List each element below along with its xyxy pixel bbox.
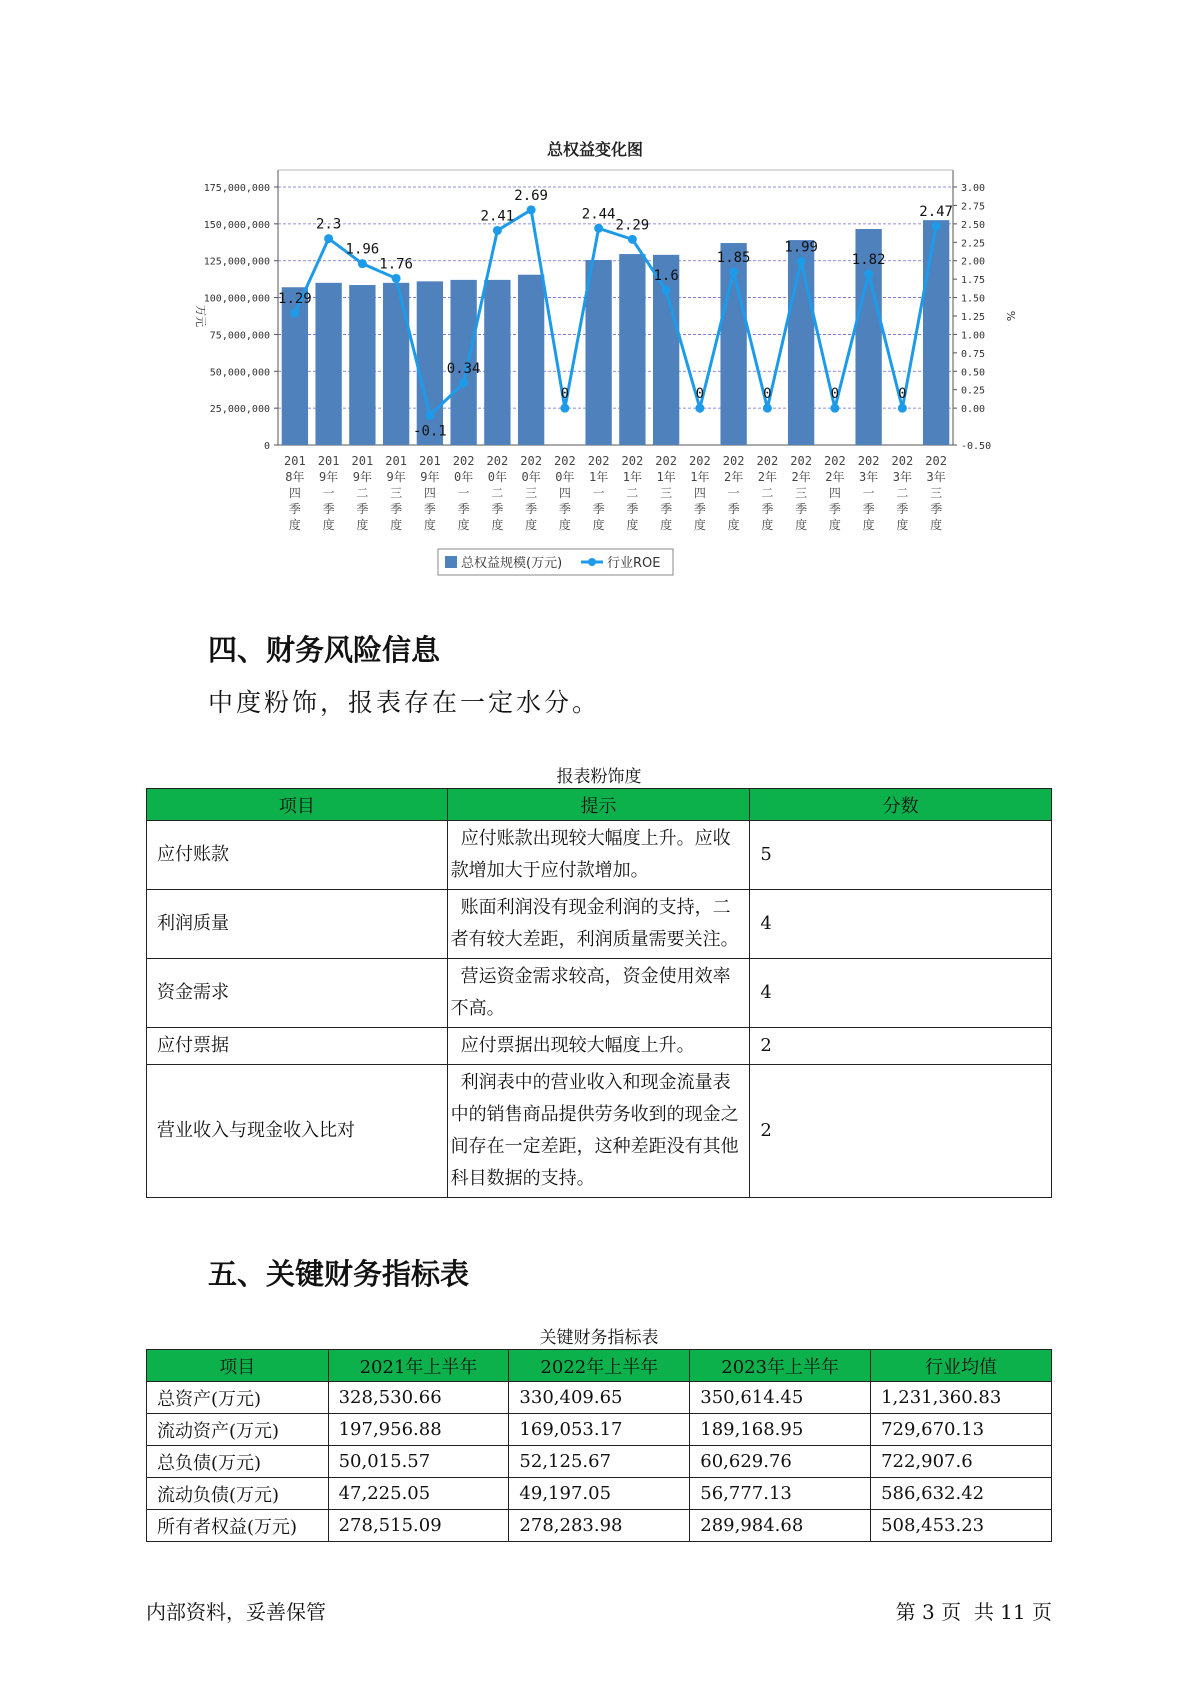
y-right-tick-label: 1.00 bbox=[961, 330, 986, 342]
roe-point bbox=[932, 222, 941, 231]
roe-point bbox=[695, 404, 704, 413]
table-row bbox=[147, 959, 1052, 1028]
roe-data-label: 1.6 bbox=[653, 268, 679, 285]
x-tick-label: 202 0年二季度 bbox=[486, 454, 509, 532]
x-tick-label: 202 1年三季度 bbox=[655, 454, 677, 532]
y-right-tick-label: -0.50 bbox=[961, 441, 992, 452]
y-left-tick-label: 50,000,000 bbox=[209, 367, 270, 379]
kpi-value: 1,231,360.83 bbox=[871, 1382, 1052, 1414]
roe-data-label: 2.44 bbox=[581, 206, 616, 223]
chart-title: 总权益变化图 bbox=[546, 140, 644, 159]
kpi-value: 56,777.13 bbox=[690, 1478, 871, 1510]
bar bbox=[585, 260, 611, 445]
kpi-value: 330,409.65 bbox=[509, 1382, 690, 1414]
kpi-header-2021: 2021年上半年 bbox=[328, 1350, 509, 1382]
x-tick-label: 202 0年三季度 bbox=[520, 454, 542, 532]
roe-data-label: 1.96 bbox=[345, 241, 380, 258]
y-right-tick-label: 1.50 bbox=[961, 293, 986, 305]
bar bbox=[349, 285, 375, 445]
bar bbox=[619, 254, 645, 445]
risk-item: 营业收入与现金收入比对 bbox=[147, 1065, 448, 1198]
y-right-tick-label: 2.50 bbox=[961, 219, 986, 231]
roe-data-label: 1.76 bbox=[379, 256, 413, 273]
kpi-table bbox=[146, 1349, 1052, 1542]
x-tick-label: 202 3年二季度 bbox=[891, 454, 914, 532]
roe-point bbox=[459, 379, 468, 388]
y-right-tick-label: 0.00 bbox=[961, 404, 986, 416]
roe-point bbox=[392, 274, 401, 283]
y-right-tick-label: 1.75 bbox=[961, 275, 986, 287]
roe-data-label: 0 bbox=[830, 386, 840, 403]
section5-heading: 五、关键财务指标表 bbox=[208, 1257, 470, 1291]
kpi-value: 47,225.05 bbox=[328, 1478, 509, 1510]
y-left-tick-label: 25,000,000 bbox=[209, 404, 270, 416]
roe-data-label: 0.34 bbox=[446, 361, 481, 378]
bar bbox=[923, 220, 949, 445]
y-left-tick-label: 175,000,000 bbox=[203, 183, 270, 194]
y-right-tick-label: 3.00 bbox=[961, 183, 986, 194]
kpi-item: 所有者权益(万元) bbox=[147, 1510, 329, 1542]
equity-change-chart bbox=[175, 135, 1015, 595]
kpi-value: 50,015.57 bbox=[328, 1446, 509, 1478]
roe-data-label: 0 bbox=[560, 386, 570, 403]
bar bbox=[315, 283, 341, 445]
roe-point bbox=[797, 257, 806, 266]
roe-data-label: 2.69 bbox=[514, 187, 548, 204]
roe-data-label: -0.1 bbox=[413, 423, 447, 440]
kpi-value: 278,515.09 bbox=[328, 1510, 509, 1542]
roe-data-label: 1.29 bbox=[278, 291, 312, 308]
kpi-table-caption: 关键财务指标表 bbox=[539, 1328, 659, 1348]
table-row bbox=[147, 1446, 1052, 1478]
risk-score: 4 bbox=[750, 959, 1052, 1028]
roe-point bbox=[527, 205, 536, 214]
x-tick-label: 202 1年二季度 bbox=[621, 454, 644, 532]
bar bbox=[417, 281, 443, 445]
y-left-tick-label: 75,000,000 bbox=[209, 330, 270, 342]
roe-data-label: 2.3 bbox=[315, 216, 342, 233]
risk-tip: 应付票据出现较大幅度上升。 bbox=[447, 1028, 750, 1065]
risk-score: 2 bbox=[750, 1065, 1052, 1198]
risk-score: 4 bbox=[750, 890, 1052, 959]
y-right-tick-label: 2.75 bbox=[961, 201, 986, 213]
y-right-tick-label: 0.50 bbox=[961, 367, 986, 379]
y-right-tick-label: 2.00 bbox=[961, 256, 986, 268]
risk-table-caption: 报表粉饰度 bbox=[556, 767, 642, 787]
legend-bar-label: 总权益规模(万元) bbox=[461, 556, 563, 571]
footer-left: 内部资料，妥善保管 bbox=[146, 1600, 326, 1624]
table-row bbox=[147, 821, 1052, 890]
kpi-value: 52,125.67 bbox=[509, 1446, 690, 1478]
roe-point bbox=[729, 267, 738, 276]
kpi-header-item: 项目 bbox=[147, 1350, 329, 1382]
kpi-value: 328,530.66 bbox=[328, 1382, 509, 1414]
risk-item: 资金需求 bbox=[147, 959, 448, 1028]
risk-header-item: 项目 bbox=[147, 789, 448, 821]
y-right-tick-label: 0.75 bbox=[961, 348, 986, 360]
kpi-value: 189,168.95 bbox=[690, 1414, 871, 1446]
legend-line-label: 行业ROE bbox=[607, 556, 661, 571]
roe-point bbox=[324, 234, 333, 243]
x-tick-label: 202 1年四季度 bbox=[689, 454, 711, 532]
roe-point bbox=[290, 309, 299, 318]
x-tick-label: 202 2年二季度 bbox=[756, 454, 779, 532]
y-left-tick-label: 100,000,000 bbox=[203, 293, 270, 305]
roe-data-label: 0 bbox=[695, 386, 705, 403]
kpi-value: 60,629.76 bbox=[690, 1446, 871, 1478]
roe-point bbox=[594, 224, 603, 233]
legend-line-marker bbox=[588, 558, 596, 566]
kpi-value: 729,670.13 bbox=[871, 1414, 1052, 1446]
table-row bbox=[147, 1382, 1052, 1414]
y-left-tick-label: 125,000,000 bbox=[203, 256, 270, 268]
bar bbox=[518, 275, 544, 445]
kpi-value: 508,453.23 bbox=[871, 1510, 1052, 1542]
roe-point bbox=[493, 226, 502, 235]
risk-tip: 账面利润没有现金利润的支持，二者有较大差距，利润质量需要关注。 bbox=[447, 890, 750, 959]
roe-data-label: 0 bbox=[898, 386, 907, 403]
kpi-item: 流动负债(万元) bbox=[147, 1478, 329, 1510]
y-left-tick-label: 150,000,000 bbox=[203, 219, 270, 231]
y-right-axis-label: % bbox=[1004, 310, 1017, 322]
kpi-value: 586,632.42 bbox=[871, 1478, 1052, 1510]
kpi-header-2023: 2023年上半年 bbox=[690, 1350, 871, 1382]
kpi-item: 流动资产(万元) bbox=[147, 1414, 329, 1446]
roe-point bbox=[662, 286, 671, 295]
legend-bar-swatch bbox=[445, 556, 457, 568]
x-tick-label: 202 2年一季度 bbox=[722, 454, 745, 532]
kpi-header-industry: 行业均值 bbox=[871, 1350, 1052, 1382]
kpi-value: 278,283.98 bbox=[509, 1510, 690, 1542]
kpi-value: 49,197.05 bbox=[509, 1478, 690, 1510]
x-tick-label: 201 8年四季度 bbox=[284, 454, 306, 532]
kpi-value: 350,614.45 bbox=[690, 1382, 871, 1414]
roe-point bbox=[628, 235, 637, 244]
section4-heading: 四、财务风险信息 bbox=[208, 633, 441, 667]
risk-table bbox=[146, 788, 1052, 1198]
roe-data-label: 1.99 bbox=[784, 239, 818, 256]
roe-point bbox=[830, 404, 839, 413]
x-tick-label: 201 9年四季度 bbox=[419, 454, 441, 532]
kpi-item: 总资产(万元) bbox=[147, 1382, 329, 1414]
risk-score: 2 bbox=[750, 1028, 1052, 1065]
y-right-tick-label: 2.25 bbox=[961, 238, 986, 250]
y-left-tick-label: 0 bbox=[263, 441, 270, 452]
roe-point bbox=[425, 411, 434, 420]
x-tick-label: 202 2年三季度 bbox=[790, 454, 812, 532]
table-row bbox=[147, 890, 1052, 959]
risk-tip: 应付账款出现较大幅度上升。应收款增加大于应付款增加。 bbox=[447, 821, 750, 890]
risk-tip: 利润表中的营业收入和现金流量表中的销售商品提供劳务收到的现金之间存在一定差距，这种差距没有其他科目数据的支持。 bbox=[447, 1065, 750, 1198]
roe-point bbox=[763, 404, 772, 413]
roe-point bbox=[864, 269, 873, 278]
risk-item: 应付票据 bbox=[147, 1028, 448, 1065]
kpi-value: 289,984.68 bbox=[690, 1510, 871, 1542]
y-right-tick-label: 1.25 bbox=[961, 312, 986, 323]
roe-point bbox=[358, 259, 367, 268]
risk-item: 应付账款 bbox=[147, 821, 448, 890]
footer-page-number: 第 3 页 共 11 页 bbox=[895, 1600, 1052, 1624]
risk-score: 5 bbox=[750, 821, 1052, 890]
bar bbox=[788, 240, 814, 445]
risk-tip: 营运资金需求较高，资金使用效率不高。 bbox=[447, 959, 750, 1028]
roe-data-label: 0 bbox=[763, 386, 772, 403]
bar bbox=[484, 280, 510, 445]
y-left-axis-label: 万元 bbox=[194, 305, 207, 327]
x-tick-label: 202 1年一季度 bbox=[587, 454, 610, 532]
x-tick-label: 201 9年一季度 bbox=[317, 454, 340, 532]
risk-summary: 中度粉饰，报表存在一定水分。 bbox=[208, 688, 601, 717]
roe-data-label: 2.29 bbox=[615, 217, 650, 234]
risk-header-score: 分数 bbox=[750, 789, 1052, 821]
bar bbox=[383, 283, 409, 445]
risk-header-tip: 提示 bbox=[447, 789, 750, 821]
roe-data-label: 2.47 bbox=[919, 204, 953, 221]
risk-item: 利润质量 bbox=[147, 890, 448, 959]
y-right-tick-label: 0.25 bbox=[961, 385, 986, 397]
kpi-value: 722,907.6 bbox=[871, 1446, 1052, 1478]
kpi-header-2022: 2022年上半年 bbox=[509, 1350, 690, 1382]
table-row bbox=[147, 1028, 1052, 1065]
roe-data-label: 1.85 bbox=[716, 249, 751, 266]
table-row bbox=[147, 1065, 1052, 1198]
roe-point bbox=[898, 404, 907, 413]
x-tick-label: 202 0年四季度 bbox=[554, 454, 576, 532]
kpi-item: 总负债(万元) bbox=[147, 1446, 329, 1478]
table-row bbox=[147, 1510, 1052, 1542]
roe-data-label: 1.82 bbox=[851, 251, 886, 268]
x-tick-label: 202 3年一季度 bbox=[857, 454, 880, 532]
roe-data-label: 2.41 bbox=[480, 208, 515, 225]
x-tick-label: 202 0年一季度 bbox=[452, 454, 475, 532]
x-tick-label: 201 9年二季度 bbox=[351, 454, 374, 532]
x-tick-label: 201 9年三季度 bbox=[385, 454, 407, 532]
table-row bbox=[147, 1478, 1052, 1510]
kpi-value: 197,956.88 bbox=[328, 1414, 509, 1446]
kpi-value: 169,053.17 bbox=[509, 1414, 690, 1446]
x-tick-label: 202 3年三季度 bbox=[925, 454, 947, 532]
table-row bbox=[147, 1414, 1052, 1446]
x-tick-label: 202 2年四季度 bbox=[824, 454, 846, 532]
roe-point bbox=[560, 404, 569, 413]
